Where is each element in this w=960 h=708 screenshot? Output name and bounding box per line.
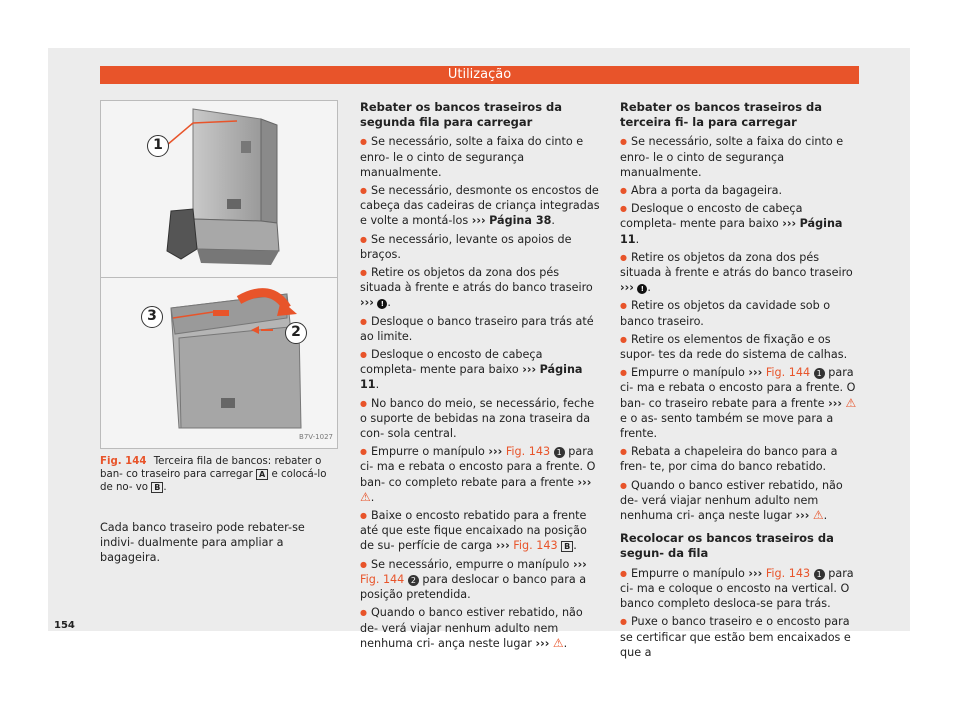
list-item: ● Quando o banco estiver rebatido, não de- verá viajar nenhum adulto nem nenhuma cri- ança neste lugar ››› ⚠. <box>620 478 860 524</box>
page-link[interactable]: Página 11 <box>620 217 843 246</box>
page-number: 154 <box>54 620 75 631</box>
column-left <box>100 100 338 566</box>
number-badge: 2 <box>408 575 419 586</box>
number-badge: 1 <box>554 447 565 458</box>
list-item: ● Desloque o encosto de cabeça completa- mente para baixo ››› Página 11. <box>360 347 600 393</box>
column-middle <box>360 100 600 654</box>
list-item: ● Empurre o manípulo ››› Fig. 144 1 para ci- ma e rebata o encosto para a frente. O ban- co traseiro rebate para a frente ››› ⚠ e o as- sento também se move para a frente. <box>620 365 860 441</box>
seat-folded-illustration <box>101 278 337 448</box>
list-item: ● Rebata a chapeleira do banco para a fren- te, por cima do banco rebatido. <box>620 444 860 474</box>
heading-third-row: Rebater os bancos traseiros da terceira fi- la para carregar <box>620 100 823 130</box>
intro-paragraph: Cada banco traseiro pode rebater-se indivi- dualmente para ampliar a bagageira. <box>100 521 305 565</box>
list-item: ● Se necessário, solte a faixa do cinto e enro- le o cinto de segurança manualmente. <box>360 134 600 180</box>
number-badge: 1 <box>814 368 825 379</box>
warning-icon: ⚠ <box>552 635 564 650</box>
figure-caption: Fig. 144 Terceira fila de bancos: rebater o ban- co traseiro para carregar A e colocá-lo de no- vo B . <box>100 456 327 493</box>
callout-3: 3 <box>141 306 163 328</box>
caption-figure-ref: Fig. 144 <box>100 456 147 467</box>
page-link[interactable]: Página 38 <box>489 214 552 228</box>
column-right <box>620 100 860 663</box>
warning-icon: ⚠ <box>845 395 857 410</box>
list-item: ● Se necessário, desmonte os encostos de cabeça das cadeiras de criança integradas e volte a montá-los ››› Página 38. <box>360 183 600 229</box>
figure-link[interactable]: Fig. 144 <box>765 366 811 380</box>
list-item: ● No banco do meio, se necessário, feche o suporte de bebidas na zona traseira da con- sola central. <box>360 396 600 442</box>
heading-second-row: Rebater os bancos traseiros da segunda fila para carregar <box>360 100 563 130</box>
figure-link[interactable]: Fig. 143 <box>505 445 551 459</box>
warning-icon: ⚠ <box>360 489 371 504</box>
warning-icon: ⚠ <box>812 508 824 523</box>
list-item: ● Desloque o encosto de cabeça completa- mente para baixo ››› Página 11. <box>620 201 860 247</box>
page-link[interactable]: Página 11 <box>360 363 583 392</box>
figure-link[interactable]: Fig. 143 <box>765 566 811 580</box>
figure-link[interactable]: Fig. 144 <box>360 572 405 586</box>
list-item: ● Baixe o encosto rebatido para a frente até que este fique encaixado na posição de su- perfície de carga ››› Fig. 143 B . <box>360 508 600 554</box>
figure-link[interactable]: Fig. 143 <box>513 539 558 553</box>
info-icon: ! <box>637 284 647 294</box>
info-icon: ! <box>377 299 387 309</box>
list-item: ● Retire os objetos da zona dos pés situada à frente e atrás do banco traseiro ››› ! . <box>620 250 860 296</box>
callout-2: 2 <box>285 322 307 344</box>
list-item: ● Desloque o banco traseiro para trás até ao limite. <box>360 314 600 344</box>
section-header: Utilização <box>100 66 859 84</box>
list-item: ● Abra a porta da bagageira. <box>620 183 860 198</box>
number-badge: 1 <box>814 569 825 580</box>
callout-1: 1 <box>147 135 169 157</box>
list-item: ● Empurre o manípulo ››› Fig. 143 1 para ci- ma e coloque o encosto na vertical. O banco completo desloca-se para trás. <box>620 566 860 612</box>
list-item: ● Retire os elementos de fixação e os supor- tes da rede do sistema de calhas. <box>620 332 860 362</box>
list-item: ● Quando o banco estiver rebatido, não de- verá viajar nenhum adulto nem nenhuma cri- ança neste lugar ››› ⚠. <box>360 605 600 651</box>
list-item: ● Empurre o manípulo ››› Fig. 143 1 para ci- ma e rebata o encosto para a frente. O ban- co completo rebate para a frente ››› ⚠. <box>360 444 600 505</box>
list-item: ● Se necessário, levante os apoios de braços. <box>360 232 600 262</box>
heading-reposition: Recolocar os bancos traseiros da segun- da fila <box>620 531 834 561</box>
figure-panel-b <box>101 277 337 448</box>
list-item: ● Se necessário, empurre o manípulo ››› Fig. 144 2 para deslocar o banco para a posição pretendida. <box>360 557 600 603</box>
key-a: A <box>256 469 268 480</box>
list-item: ● Se necessário, solte a faixa do cinto e enro- le o cinto de segurança manualmente. <box>620 134 860 180</box>
list-item: ● Puxe o banco traseiro e o encosto para se certificar que estão bem encaixados e que a <box>620 614 860 660</box>
list-item: ● Retire os objetos da zona dos pés situada à frente e atrás do banco traseiro ››› ! . <box>360 265 600 311</box>
figure-panel-a <box>101 101 337 277</box>
key-b: B <box>151 482 163 493</box>
figure-144 <box>100 100 338 449</box>
list-item: ● Retire os objetos da cavidade sob o banco traseiro. <box>620 298 860 328</box>
figure-code: B7V-1027 <box>299 432 333 441</box>
seat-upright-illustration <box>101 101 337 277</box>
